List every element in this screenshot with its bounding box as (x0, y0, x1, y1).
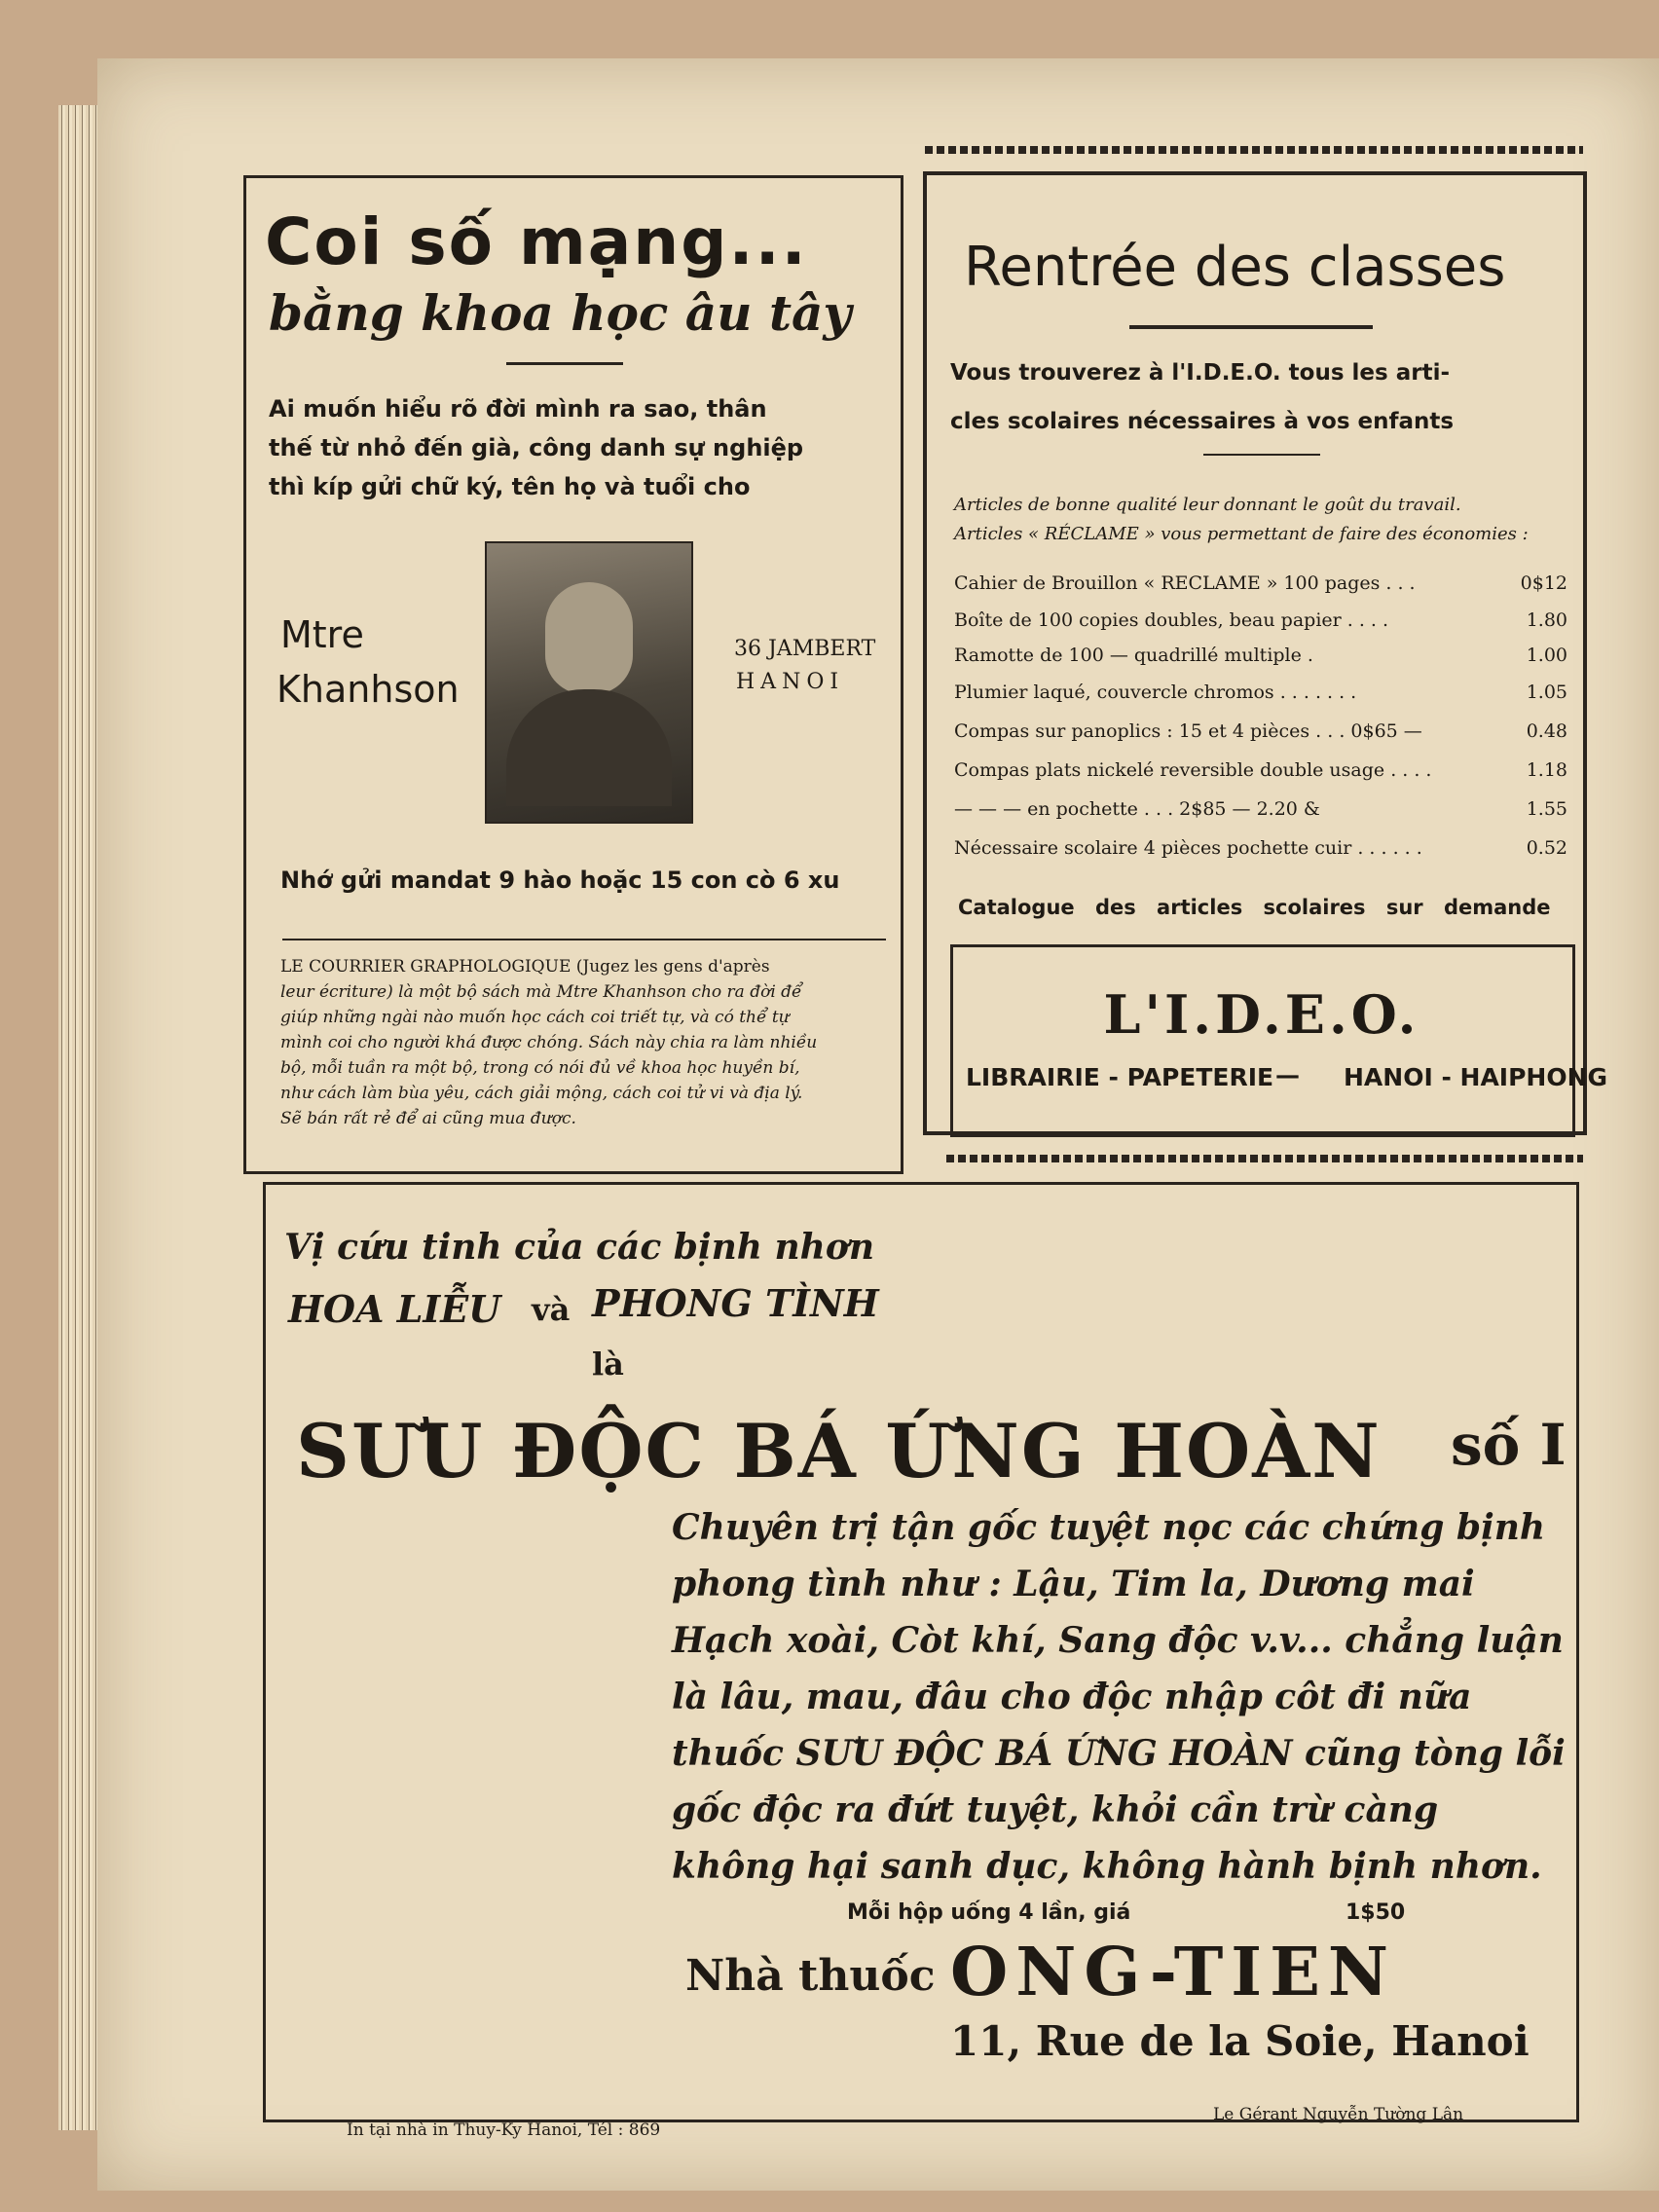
payment-note: Nhớ gửi mandat 9 hào hoặc 15 con cò 6 xu (280, 866, 840, 894)
horoscope-subtitle: bằng khoa học âu tây (269, 284, 852, 342)
courrier-line: như cách làm bùa yêu, cách giải mộng, cách coi tử vi và địa lý. (280, 1084, 803, 1103)
medicine-intro-la: là (592, 1346, 624, 1382)
catalogue-note: Catalogue des articles scolaires sur demande (958, 896, 1551, 919)
author-portrait (485, 541, 693, 824)
horoscope-intro-line: Ai muốn hiểu rõ đời mình ra sao, thân (269, 395, 767, 423)
price-row (954, 837, 1567, 859)
product-number: số I (1451, 1412, 1567, 1478)
price-row (954, 609, 1567, 631)
horoscope-intro-line: thì kíp gửi chữ ký, tên họ và tuổi cho (269, 473, 751, 500)
courrier-line: leur écriture) là một bộ sách mà Mtre Khanhson cho ra đời để (280, 982, 802, 1002)
price-label: Boîte de 100 copies doubles, beau papier . . . . (954, 609, 1389, 631)
medicine-intro: Vị cứu tinh của các bịnh nhơn (284, 1227, 875, 1268)
horoscope-divider (506, 362, 623, 365)
product-name: SƯU ĐỘC BÁ ỨNG HOÀN (296, 1408, 1382, 1494)
price-value: 1.80 (1526, 609, 1567, 631)
body-line: phong tình như : Lậu, Tim la, Dương mai (672, 1564, 1475, 1604)
price-row (954, 572, 1567, 594)
price-row (954, 759, 1567, 781)
price-label: Cahier de Brouillon « RECLAME » 100 pages . . . (954, 572, 1416, 594)
medicine-intro-conj: và (532, 1291, 571, 1328)
manager-line: Le Gérant Nguyễn Tường Lân (1213, 2105, 1464, 2124)
body-line: thuốc SƯU ĐỘC BÁ ỨNG HOÀN cũng tòng lỗi (672, 1733, 1566, 1774)
price-value: 0.48 (1526, 720, 1567, 742)
price-label: Nécessaire scolaire 4 pièces pochette cuir . . . . . . (954, 837, 1422, 859)
author-name: Mtre (280, 613, 364, 656)
price-value: 1.00 (1526, 645, 1567, 666)
price-label: Ramotte de 100 — quadrillé multiple . (954, 645, 1313, 666)
medicine-body (672, 1499, 1567, 1895)
price-row (954, 798, 1567, 820)
price-row (954, 682, 1567, 703)
author-address: HANOI (736, 670, 845, 694)
ideo-title-rule (1129, 325, 1373, 329)
courrier-line: mình coi cho người khá được chóng. Sách này chia ra làm nhiều (280, 1033, 818, 1052)
shop-prefix: Nhà thuốc (685, 1951, 936, 2001)
price-row (954, 720, 1567, 742)
printer-line: In tại nhà in Thuy-Ky Hanoi, Tél : 869 (347, 2120, 661, 2140)
price-value: 1.55 (1526, 798, 1567, 820)
body-line: Hạch xoài, Còt khí, Sang độc v.v... chẳng luận (672, 1620, 1564, 1661)
medicine-intro-disease: HOA LIỄU (288, 1287, 501, 1331)
courrier-line: bộ, mỗi tuần ra một bộ, trong có nói đủ về khoa học huyền bí, (280, 1058, 800, 1078)
courrier-line: Sẽ bán rất rẻ để ai cũng mua được. (280, 1109, 576, 1128)
courrier-line: giúp những ngài nào muốn học cách coi triết tự, và có thể tự (280, 1008, 790, 1027)
price-value: 0$12 (1520, 572, 1567, 594)
body-line: Chuyên trị tận gốc tuyệt nọc các chứng bịnh (672, 1507, 1546, 1548)
ideo-footer-right: HANOI - HAIPHONG (1344, 1063, 1608, 1091)
horoscope-intro-line: thế từ nhỏ đến già, công danh sự nghiệp (269, 434, 804, 461)
ideo-note: Articles de bonne qualité leur donnant le goût du travail. (954, 495, 1461, 515)
price-value: 0.52 (1526, 837, 1567, 859)
courrier-line: LE COURRIER GRAPHOLOGIQUE (Jugez les gens d'après (280, 957, 770, 977)
ideo-footer-dash: — (1275, 1061, 1300, 1089)
price-row (954, 645, 1567, 666)
ideo-top-border (925, 146, 1583, 154)
ideo-intro: Vous trouverez à l'I.D.E.O. tous les arti- (950, 360, 1451, 386)
body-line: là lâu, mau, đâu cho độc nhập côt đi nữa (672, 1677, 1472, 1717)
shop-name: ONG-TIEN (950, 1934, 1397, 2011)
ideo-title: Rentrée des classes (964, 236, 1506, 299)
ideo-note: Articles « RÉCLAME » vous permettant de faire des économies : (954, 524, 1529, 544)
courrier-divider (282, 939, 886, 940)
ideo-intro-rule (1203, 454, 1320, 456)
dosage-price: 1$50 (1346, 1900, 1406, 1925)
price-label: Compas plats nickelé reversible double usage . . . . (954, 759, 1432, 781)
body-line: không hại sanh dục, không hành bịnh nhơn. (672, 1846, 1542, 1887)
courrier-text (280, 954, 903, 1131)
ideo-intro: cles scolaires nécessaires à vos enfants (950, 409, 1455, 434)
price-label: Plumier laqué, couvercle chromos . . . . . . . (954, 682, 1357, 703)
price-label: — — — en pochette . . . 2$85 — 2.20 & (954, 798, 1320, 820)
body-line: gốc độc ra đứt tuyệt, khỏi cần trừ càng (672, 1789, 1439, 1830)
price-label: Compas sur panoplics : 15 et 4 pièces . . . 0$65 — (954, 720, 1422, 742)
ideo-brand: L'I.D.E.O. (1103, 983, 1420, 1046)
price-value: 1.05 (1526, 682, 1567, 703)
medicine-intro-disease: PHONG TÌNH (592, 1281, 879, 1325)
price-value: 1.18 (1526, 759, 1567, 781)
author-name: Khanhson (276, 668, 460, 711)
author-address: 36 JAMBERT (734, 637, 876, 661)
shop-address: 11, Rue de la Soie, Hanoi (950, 2017, 1530, 2065)
ideo-footer-left: LIBRAIRIE - PAPETERIE (966, 1063, 1274, 1091)
dosage-note: Mỗi hộp uống 4 lần, giá (847, 1900, 1131, 1925)
ideo-bottom-border (946, 1155, 1583, 1162)
horoscope-title: Coi số mạng... (265, 204, 808, 279)
